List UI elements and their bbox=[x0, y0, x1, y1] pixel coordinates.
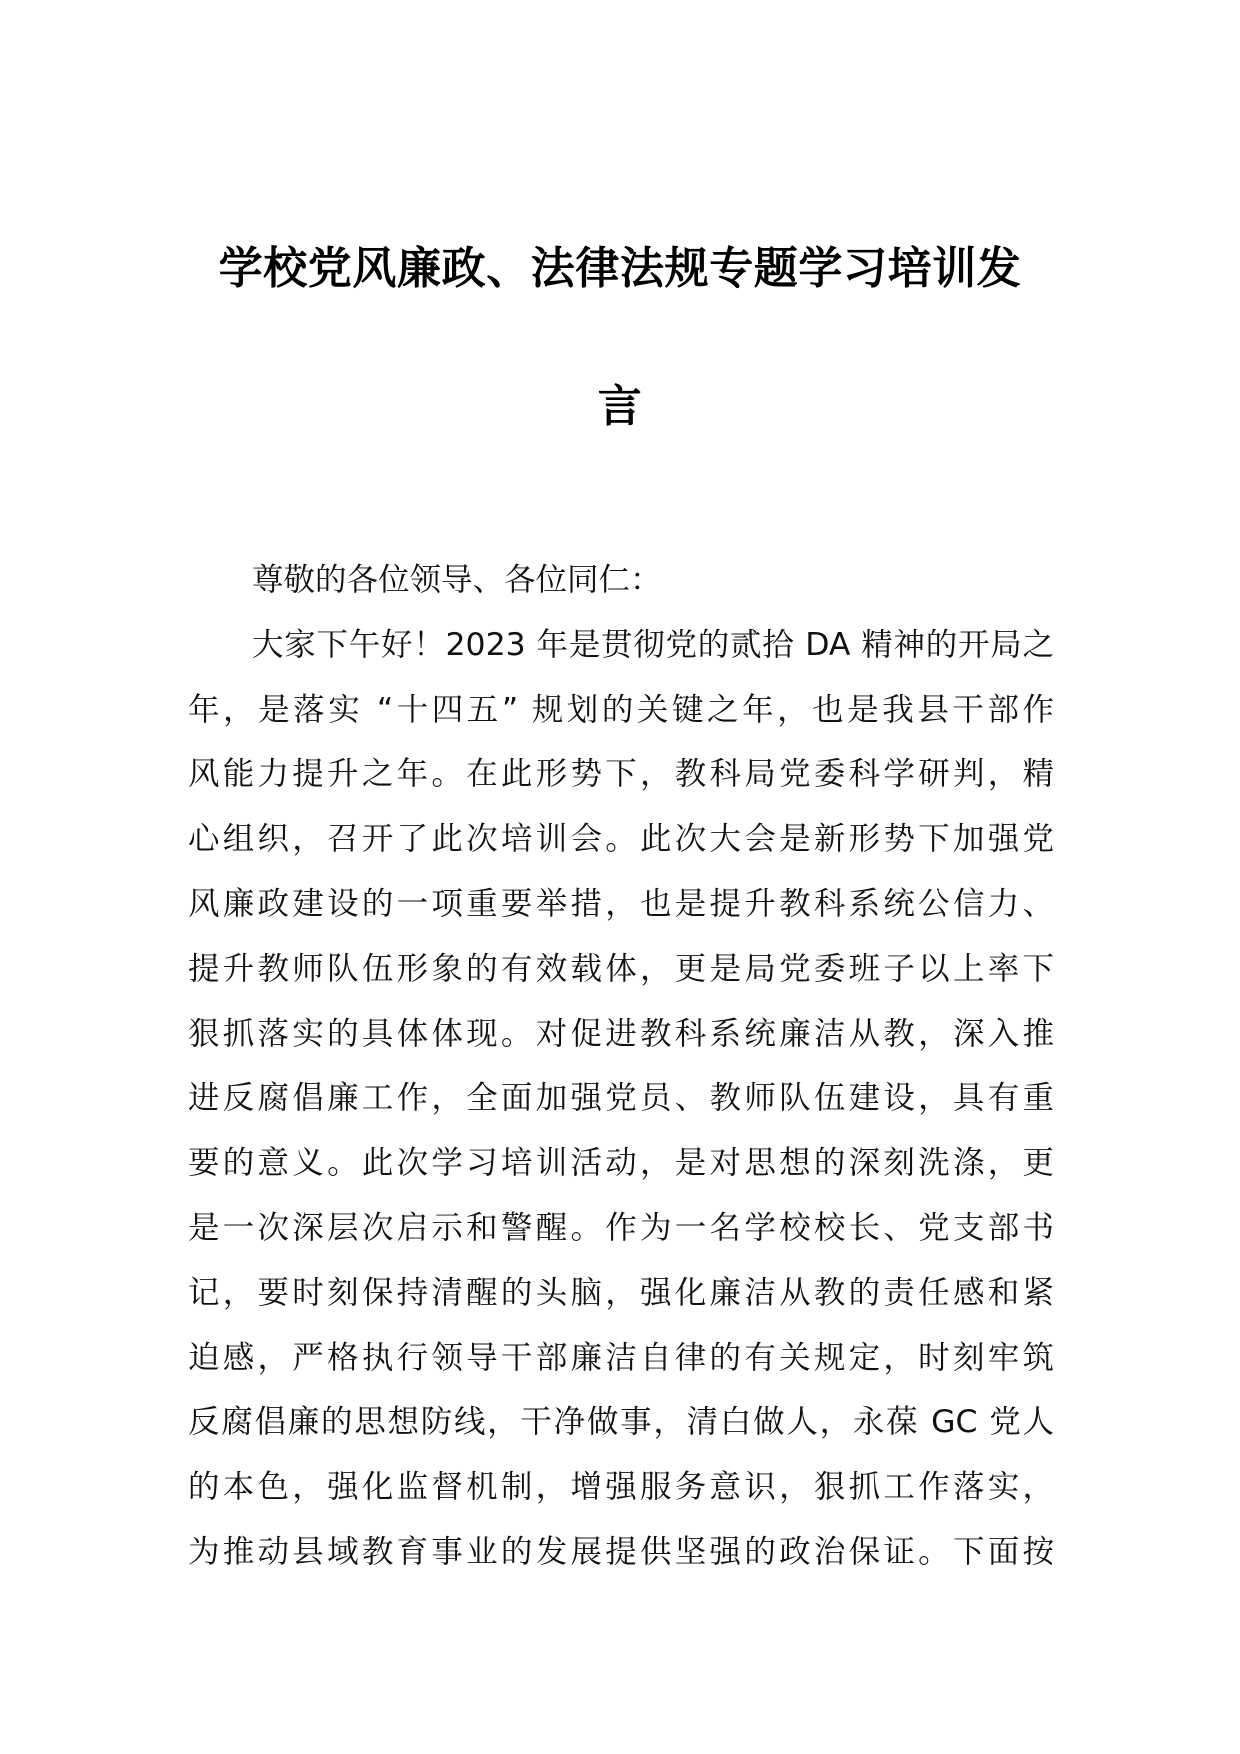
paragraph-1 bbox=[188, 613, 1054, 1585]
paragraph-line: 为推动县域教育事业的发展提供坚强的政治保证。下面按 bbox=[188, 1533, 1054, 1570]
paragraph-line: 提升教师队伍形象的有效载体，更是局党委班子以上率下 bbox=[188, 950, 1054, 987]
paragraph-line: 年，是落实 “十四五” 规划的关键之年，也是我县干部作 bbox=[188, 691, 1054, 728]
paragraph-line: 是一次深层次启示和警醒。作为一名学校校长、党支部书 bbox=[188, 1209, 1054, 1246]
paragraph-line: 狠抓落实的具体体现。对促进教科系统廉洁从教，深入推 bbox=[188, 1015, 1054, 1052]
paragraph-line: 迫感，严格执行领导干部廉洁自律的有关规定，时刻牢筑 bbox=[188, 1339, 1054, 1376]
paragraph-line: 风廉政建设的一项重要举措，也是提升教科系统公信力、 bbox=[188, 885, 1054, 922]
greeting: 尊敬的各位领导、各位同仁： bbox=[252, 562, 662, 598]
paragraph-line: 要的意义。此次学习培训活动，是对思想的深刻洗涤，更 bbox=[188, 1145, 1054, 1182]
paragraph-line: 进反腐倡廉工作，全面加强党员、教师队伍建设，具有重 bbox=[188, 1080, 1054, 1117]
title-line-1: 学校党风廉政、法律法规专题学习培训发 bbox=[218, 243, 1022, 294]
paragraph-line: 反腐倡廉的思想防线，干净做事，清白做人，永葆 GC 党人 bbox=[188, 1404, 1054, 1441]
paragraph-line: 大家下午好！2023 年是贯彻党的贰拾 DA 精神的开局之 bbox=[252, 626, 1054, 663]
document-title bbox=[186, 200, 1054, 476]
document-body bbox=[188, 548, 1054, 1585]
paragraph-line: 的本色，强化监督机制，增强服务意识，狠抓工作落实， bbox=[188, 1469, 1054, 1506]
paragraph-line: 记，要时刻保持清醒的头脑，强化廉洁从教的责任感和紧 bbox=[188, 1274, 1054, 1311]
title-line-2: 言 bbox=[597, 381, 643, 432]
paragraph-line: 风能力提升之年。在此形势下，教科局党委科学研判，精 bbox=[188, 756, 1054, 793]
paragraph-line: 心组织，召开了此次培训会。此次大会是新形势下加强党 bbox=[188, 821, 1054, 858]
